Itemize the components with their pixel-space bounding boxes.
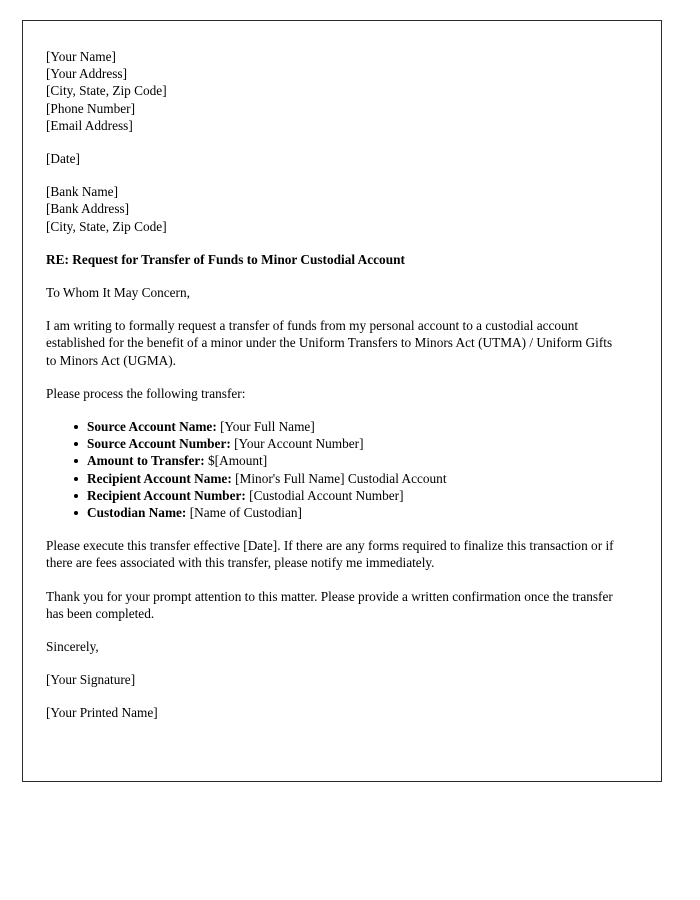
bullet-icon bbox=[74, 511, 78, 515]
execution-paragraph: Please execute this transfer effective [Date]. If there are any forms required to finalize this transaction or if there are fees associated with this transfer, please notify me immediately. bbox=[46, 538, 614, 571]
thanks-paragraph: Thank you for your prompt attention to this matter. Please provide a written confirmation once the transfer has been completed. bbox=[46, 588, 613, 621]
printed-name-placeholder: [Your Printed Name] bbox=[46, 705, 158, 721]
sender-address-block bbox=[46, 48, 651, 134]
detail-label: Source Account Name: bbox=[87, 419, 217, 435]
subject-line: RE: Request for Transfer of Funds to Minor Custodial Account bbox=[46, 251, 405, 267]
list-item bbox=[87, 487, 651, 504]
detail-value: [Name of Custodian] bbox=[189, 505, 302, 521]
detail-label: Source Account Number: bbox=[87, 436, 231, 452]
letter-page bbox=[22, 20, 662, 782]
list-item bbox=[87, 418, 651, 435]
transfer-list-intro: Please process the following transfer: bbox=[46, 385, 246, 401]
date-block bbox=[46, 150, 651, 167]
recipient-bank-address: [Bank Address] bbox=[46, 201, 130, 217]
detail-label: Recipient Account Number: bbox=[87, 487, 246, 503]
sender-email: [Email Address] bbox=[46, 117, 133, 133]
recipient-bank-name: [Bank Name] bbox=[46, 184, 118, 200]
bullet-icon bbox=[74, 459, 78, 463]
list-item bbox=[87, 452, 651, 469]
letter-date: [Date] bbox=[46, 151, 80, 167]
bullet-icon bbox=[74, 442, 78, 446]
sender-street: [Your Address] bbox=[46, 66, 128, 82]
sender-phone: [Phone Number] bbox=[46, 100, 135, 116]
bullet-icon bbox=[74, 477, 78, 481]
list-item bbox=[87, 435, 651, 452]
list-item bbox=[87, 504, 651, 521]
recipient-city-state-zip: [City, State, Zip Code] bbox=[46, 218, 167, 234]
detail-value: [Your Account Number] bbox=[234, 436, 364, 452]
salutation: To Whom It May Concern, bbox=[46, 285, 190, 301]
sender-name: [Your Name] bbox=[46, 49, 116, 64]
sender-city-state-zip: [City, State, Zip Code] bbox=[46, 83, 167, 99]
detail-value: [Custodial Account Number] bbox=[249, 487, 404, 503]
opening-paragraph: I am writing to formally request a transfer of funds from my personal account to a custodial account established for the benefit of a minor under the Uniform Transfers to Minors Act (UTMA) / Uniform Gifts to Minors Act (UGMA). bbox=[46, 318, 613, 368]
detail-value: $[Amount] bbox=[208, 453, 268, 469]
detail-label: Custodian Name: bbox=[87, 505, 187, 521]
detail-value: [Minor's Full Name] Custodial Account bbox=[235, 470, 447, 486]
bullet-icon bbox=[74, 494, 78, 498]
signature-placeholder: [Your Signature] bbox=[46, 672, 136, 688]
detail-label: Amount to Transfer: bbox=[87, 453, 205, 469]
recipient-address-block bbox=[46, 183, 651, 235]
transfer-details-list bbox=[46, 418, 651, 521]
detail-value: [Your Full Name] bbox=[220, 419, 315, 435]
valediction: Sincerely, bbox=[46, 639, 99, 655]
detail-label: Recipient Account Name: bbox=[87, 470, 232, 486]
bullet-icon bbox=[74, 425, 78, 429]
list-item bbox=[87, 470, 651, 487]
letter-content bbox=[23, 21, 661, 722]
